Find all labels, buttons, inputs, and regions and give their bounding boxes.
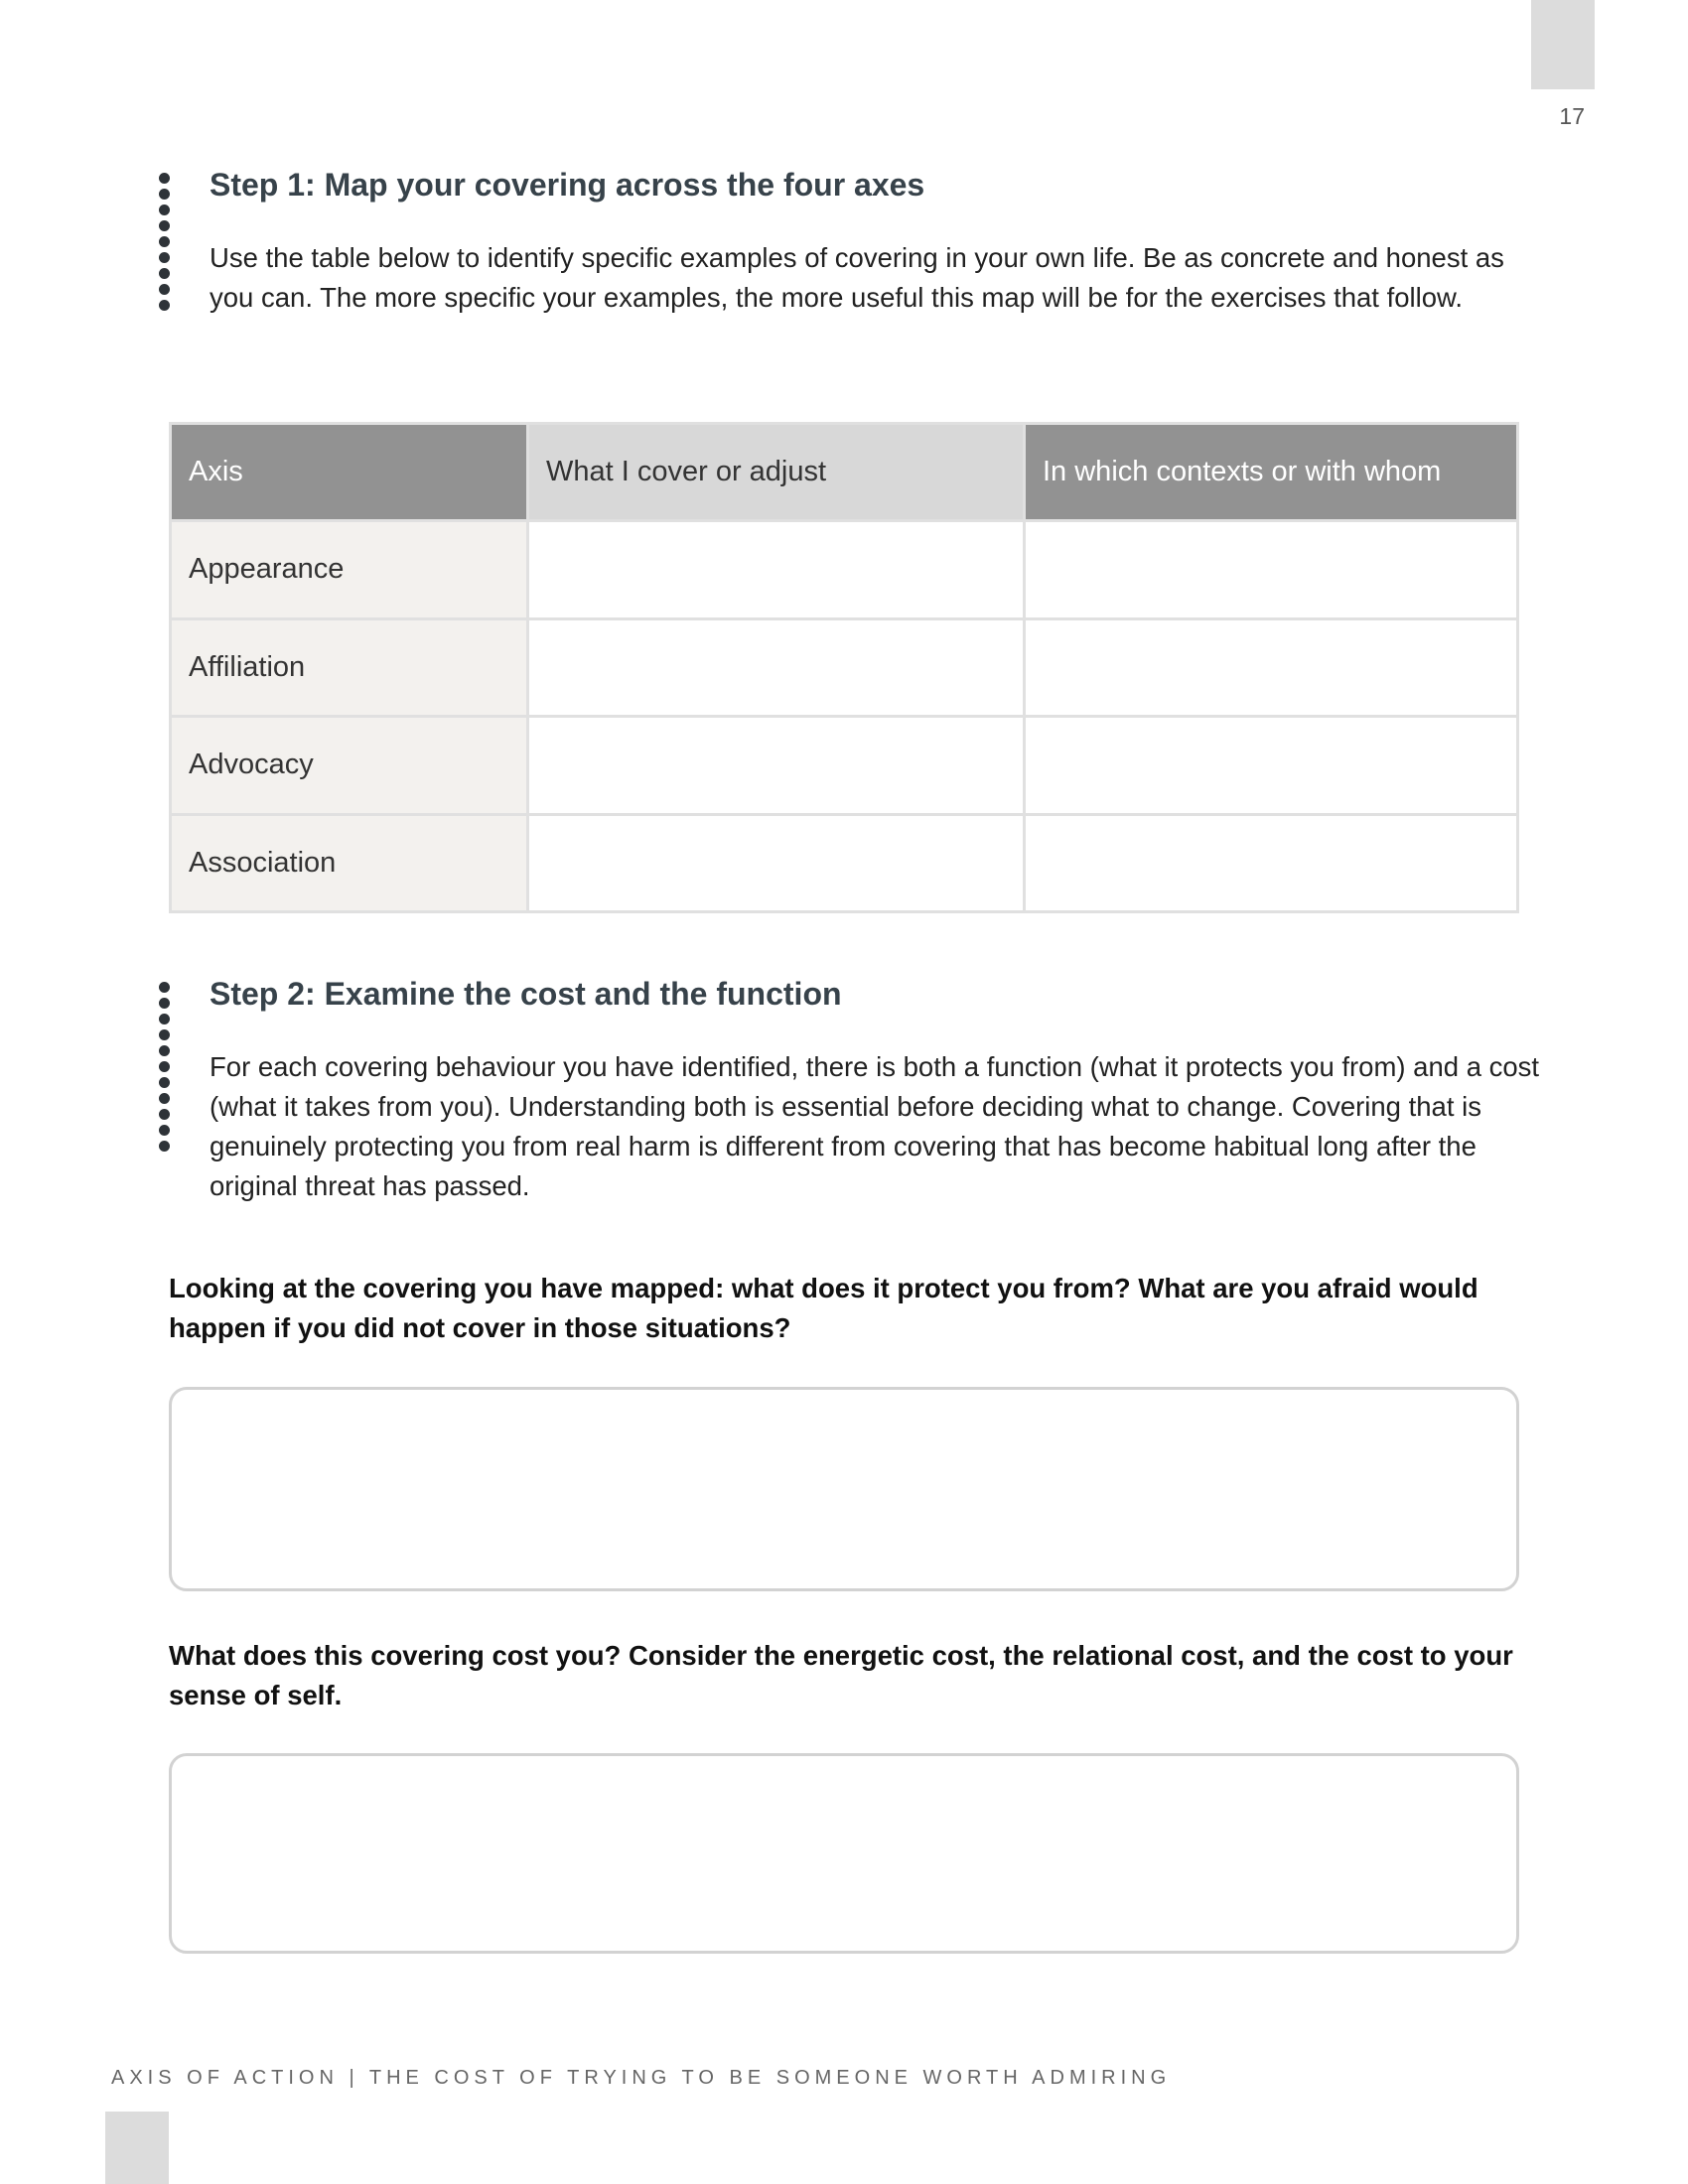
axis-label: Association <box>171 814 528 912</box>
page-tab-marker <box>1531 0 1595 89</box>
covering-axes-table <box>169 422 1519 913</box>
step-2-title: Step 2: Examine the cost and the function <box>210 976 842 1012</box>
page-tab-marker-bottom <box>105 2112 169 2184</box>
axis-label: Appearance <box>171 521 528 619</box>
question-protection: Looking at the covering you have mapped: what does it protect you from? What are you afraid would happen if you did not cover in those situations? <box>169 1273 1478 1343</box>
running-footer: AXIS OF ACTION | THE COST OF TRYING TO BE SOMEONE WORTH ADMIRING <box>111 2067 1172 2089</box>
step-2-body: For each covering behaviour you have identified, there is both a function (what it protects you from) and a cost (what it takes from you). Understanding both is essential before deciding what to change. Covering that is genuinely protecting you from real harm is different from covering that has become habitual long after the original threat has passed. <box>210 1051 1540 1201</box>
header-axis: Axis <box>171 424 528 521</box>
table-row <box>171 814 1518 912</box>
contexts-cell[interactable] <box>1025 717 1518 815</box>
answer-box-cost[interactable] <box>169 1753 1519 1954</box>
question-cost: What does this covering cost you? Consider the energetic cost, the relational cost, and the cost to your sense of self. <box>169 1640 1513 1710</box>
contexts-cell[interactable] <box>1025 521 1518 619</box>
header-contexts: In which contexts or with whom <box>1025 424 1518 521</box>
contexts-cell[interactable] <box>1025 814 1518 912</box>
axis-label: Advocacy <box>171 717 528 815</box>
page-number: 17 <box>1559 103 1585 129</box>
axis-label: Affiliation <box>171 618 528 717</box>
what-i-cover-cell[interactable] <box>528 814 1025 912</box>
contexts-cell[interactable] <box>1025 618 1518 717</box>
what-i-cover-cell[interactable] <box>528 717 1025 815</box>
dotted-rule-decoration <box>159 982 175 1157</box>
what-i-cover-cell[interactable] <box>528 618 1025 717</box>
dotted-rule-decoration <box>159 173 175 316</box>
header-what-i-cover: What I cover or adjust <box>528 424 1025 521</box>
step-1-body: Use the table below to identify specific examples of covering in your own life. Be as concrete and honest as you can. The more specific your examples, the more useful this map will be for the exercises that follow. <box>210 242 1504 313</box>
table-header-row <box>171 424 1518 521</box>
table-row <box>171 521 1518 619</box>
table-row <box>171 618 1518 717</box>
answer-box-protection[interactable] <box>169 1387 1519 1591</box>
table-row <box>171 717 1518 815</box>
step-1-title: Step 1: Map your covering across the four axes <box>210 167 925 203</box>
what-i-cover-cell[interactable] <box>528 521 1025 619</box>
step-1-section <box>159 167 1509 365</box>
step-2-section <box>159 976 1540 1214</box>
